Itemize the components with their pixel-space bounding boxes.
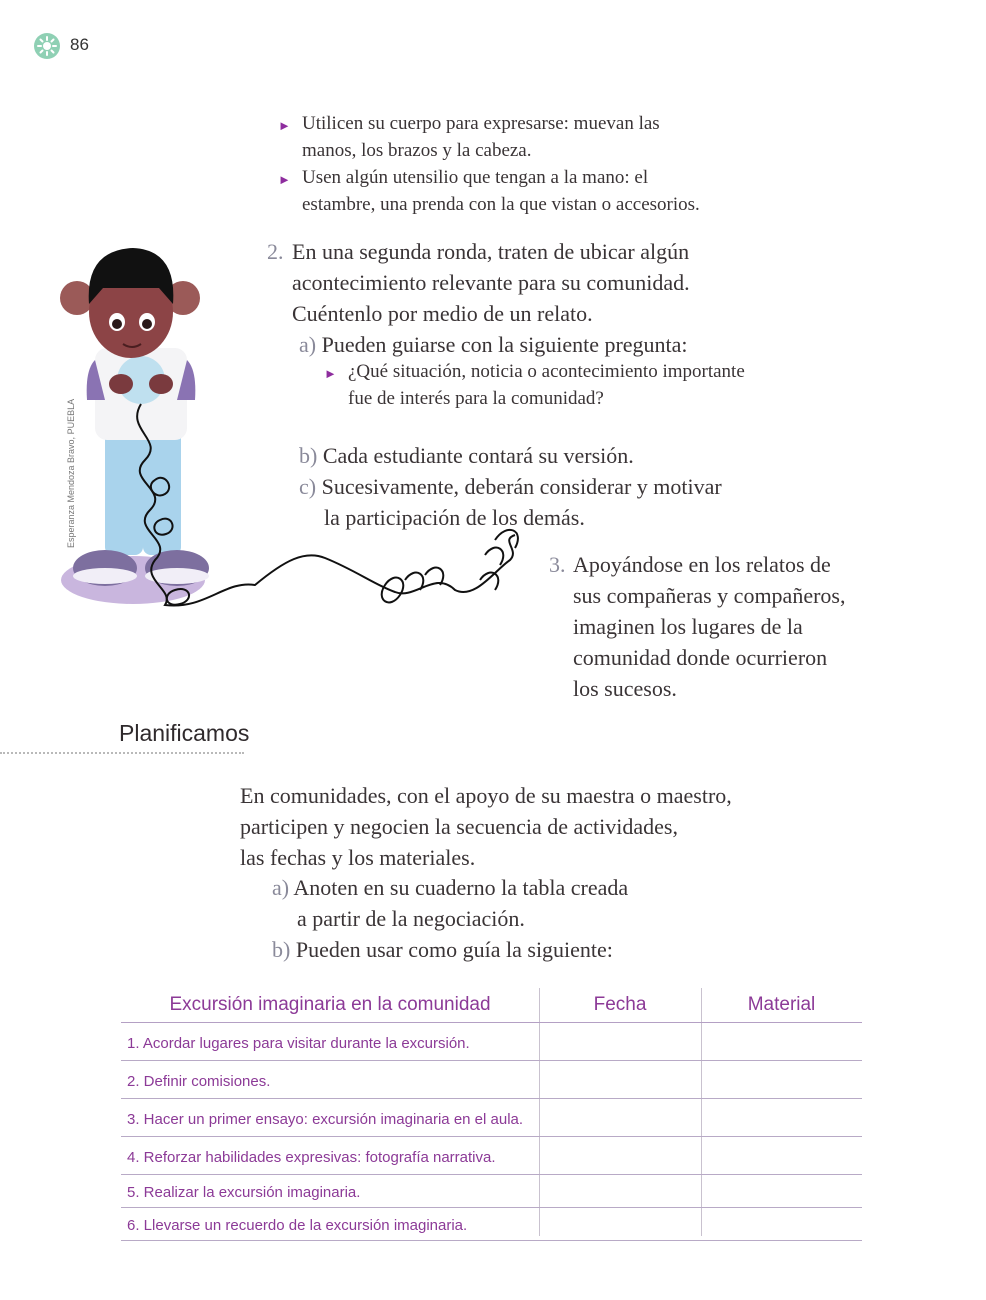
table-row bbox=[121, 1208, 862, 1241]
table-row bbox=[121, 1175, 862, 1208]
letter-label: b) bbox=[272, 937, 291, 962]
plan-a-line: Anoten en su cuaderno la tabla creada bbox=[293, 875, 629, 900]
plan-line: las fechas y los materiales. bbox=[240, 845, 476, 870]
letter-label: b) bbox=[299, 443, 318, 468]
bullet-line: manos, los brazos y la cabeza. bbox=[302, 140, 532, 161]
table-row bbox=[121, 1023, 862, 1061]
table-cell-activity: 1. Acordar lugares para visitar durante la excursión. bbox=[127, 1035, 470, 1052]
activities-table bbox=[121, 988, 862, 1241]
table-row bbox=[121, 1137, 862, 1175]
table-row bbox=[121, 1099, 862, 1137]
table-header-material: Material bbox=[747, 994, 816, 1015]
plan-a bbox=[272, 872, 628, 903]
bullet-line: fue de interés para la comunidad? bbox=[348, 388, 604, 409]
table-header-row bbox=[121, 988, 862, 1023]
table-header-activity: Excursión imaginaria en la comunidad bbox=[169, 994, 491, 1015]
item-2-number: 2. bbox=[267, 239, 284, 264]
illustration-credit: Esperanza Mendoza Bravo, PUEBLA bbox=[66, 398, 76, 548]
table-cell-activity: 2. Definir comisiones. bbox=[127, 1073, 271, 1090]
bullet-line: ¿Qué situación, noticia o acontecimiento importante bbox=[348, 361, 745, 382]
table-cell-activity: 5. Realizar la excursión imaginaria. bbox=[127, 1184, 361, 1201]
bullet-arrow-icon: ► bbox=[278, 118, 291, 133]
item-2b-text: Cada estudiante contará su versión. bbox=[322, 443, 634, 468]
plan-a-line: a partir de la negociación. bbox=[297, 906, 525, 931]
page-badge-icon bbox=[34, 33, 60, 59]
plan-b-text: Pueden usar como guía la siguiente: bbox=[295, 937, 613, 962]
bullet-list-top bbox=[278, 110, 700, 218]
item-3-line: sus compañeras y compañeros, bbox=[573, 583, 846, 608]
plan-b bbox=[272, 934, 613, 965]
item-2a-text: Pueden guiarse con la siguiente pregunta: bbox=[321, 332, 688, 357]
table-cell-activity: 4. Reforzar habilidades expresivas: fotografía narrativa. bbox=[127, 1149, 496, 1166]
plan-line: participen y negocien la secuencia de actividades, bbox=[240, 814, 678, 839]
plan-line: En comunidades, con el apoyo de su maestra o maestro, bbox=[240, 783, 732, 808]
item-2-line: En una segunda ronda, traten de ubicar algún bbox=[292, 239, 690, 264]
bullet-arrow-icon: ► bbox=[324, 366, 337, 381]
section-divider bbox=[0, 752, 244, 754]
bullet-line: Utilicen su cuerpo para expresarse: muevan las bbox=[302, 113, 660, 134]
item-2c-line: Sucesivamente, deberán considerar y motivar bbox=[321, 474, 722, 499]
table-cell-activity: 6. Llevarse un recuerdo de la excursión imaginaria. bbox=[127, 1217, 468, 1234]
item-3-line: comunidad donde ocurrieron bbox=[573, 645, 828, 670]
plan-intro bbox=[240, 780, 732, 873]
item-3-line: imaginen los lugares de la bbox=[573, 614, 803, 639]
letter-label: a) bbox=[299, 332, 317, 357]
bullet-line: estambre, una prenda con la que vistan o accesorios. bbox=[302, 194, 700, 215]
item-3-line: los sucesos. bbox=[573, 676, 677, 701]
table-row bbox=[121, 1061, 862, 1099]
table-header-date: Fecha bbox=[593, 994, 647, 1015]
section-title: Planificamos bbox=[119, 720, 250, 746]
bullet-arrow-icon: ► bbox=[278, 172, 291, 187]
item-3-text bbox=[573, 549, 845, 704]
item-3-line: Apoyándose en los relatos de bbox=[573, 552, 831, 577]
item-3-number: 3. bbox=[549, 552, 566, 577]
letter-label: c) bbox=[299, 474, 317, 499]
page-number: 86 bbox=[70, 35, 89, 54]
bullet-line: Usen algún utensilio que tengan a la mano: el bbox=[302, 167, 649, 188]
illustration-child-yarn bbox=[55, 240, 545, 630]
letter-label: a) bbox=[272, 875, 290, 900]
table-cell-activity: 3. Hacer un primer ensayo: excursión imaginaria en el aula. bbox=[127, 1111, 524, 1128]
item-2-line: Cuéntenlo por medio de un relato. bbox=[292, 301, 593, 326]
item-2c-line: la participación de los demás. bbox=[324, 505, 585, 530]
item-2-line: acontecimiento relevante para su comunidad. bbox=[292, 270, 690, 295]
